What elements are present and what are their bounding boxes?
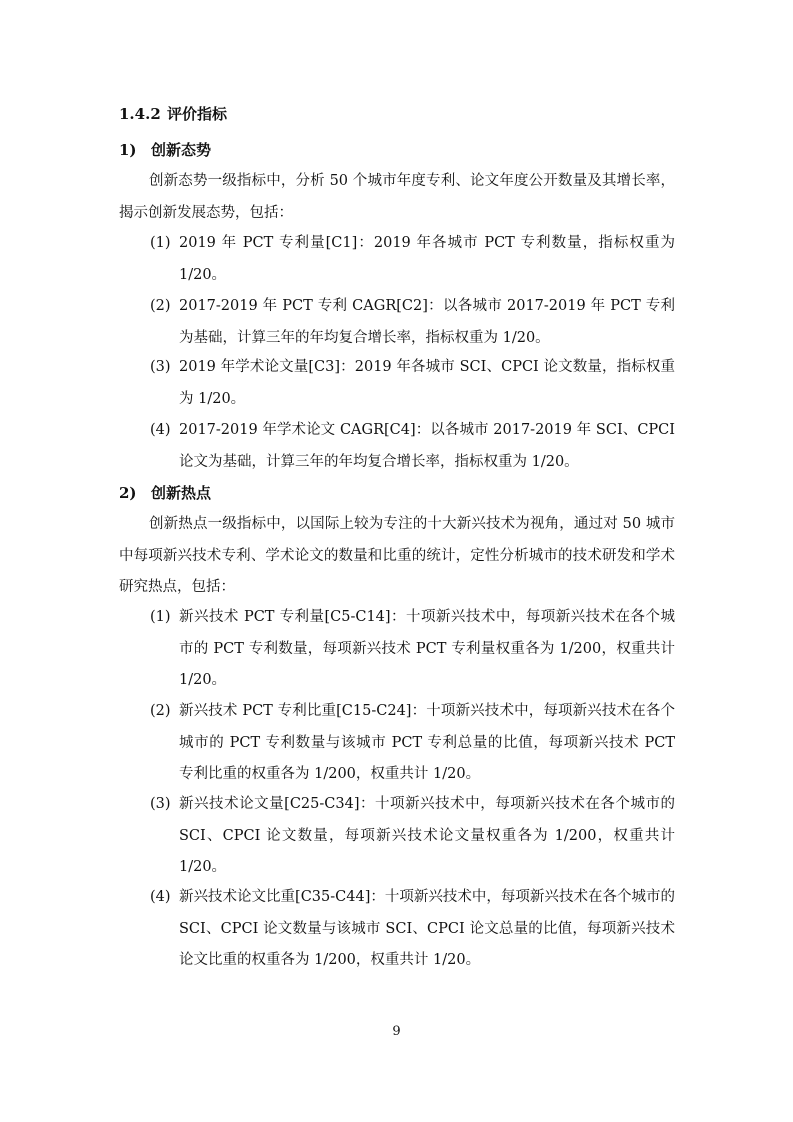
list-item <box>150 789 675 884</box>
list-marker: (2) <box>150 298 171 314</box>
section-number: 1.4.2 <box>119 105 161 123</box>
subsection-title: 创新态势 <box>151 141 212 159</box>
subsection-heading <box>119 480 211 506</box>
list-item-text: 新兴技术论文量[C25-C34]：十项新兴技术中，每项新兴技术在各个城市的 SCI、CPCI 论文数量，每项新兴技术论文量权重各为 1/200，权重共计 1/20。 <box>179 796 675 875</box>
list-marker: (1) <box>150 609 171 625</box>
list-item-text: 2017-2019 年学术论文 CAGR[C4]：以各城市 2017-2019 年 SCI、CPCI 论文为基础，计算三年的年均复合增长率，指标权重为 1/20。 <box>179 422 675 470</box>
subsection-number: 1) <box>119 141 137 159</box>
list-item-text: 新兴技术 PCT 专利量[C5-C14]：十项新兴技术中，每项新兴技术在各个城市的 PCT 专利数量，每项新兴技术 PCT 专利量权重各为 1/200，权重共计 1/20。 <box>179 609 675 688</box>
subsection-intro: 创新态势一级指标中，分析 50 个城市年度专利、论文年度公开数量及其增长率，揭示创新发展态势，包括： <box>119 173 675 221</box>
list-item-text: 新兴技术论文比重[C35-C44]：十项新兴技术中，每项新兴技术在各个城市的 SCI、CPCI 论文数量与该城市 SCI、CPCI 论文总量的比值，每项新兴技术论文比重的权重各为 1/200，权重共计 1/20。 <box>179 889 675 968</box>
list-marker: (4) <box>150 422 171 438</box>
subsection-number: 2) <box>119 484 137 502</box>
subsection-intro: 创新热点一级指标中，以国际上较为专注的十大新兴技术为视角，通过对 50 城市中每项新兴技术专利、学术论文的数量和比重的统计，定性分析城市的技术研发和学术研究热点，包括： <box>119 516 675 595</box>
list-item <box>150 602 675 697</box>
subsection-heading <box>119 137 211 163</box>
list-item <box>150 352 675 415</box>
section-title: 评价指标 <box>167 105 228 123</box>
list-item-text: 2017-2019 年 PCT 专利 CAGR[C2]：以各城市 2017-2019 年 PCT 专利为基础，计算三年的年均复合增长率，指标权重为 1/20。 <box>179 298 675 346</box>
list-item-text: 2019 年 PCT 专利量[C1]：2019 年各城市 PCT 专利数量，指标权重为 1/20。 <box>179 235 675 283</box>
page-number: 9 <box>392 1024 401 1039</box>
list-marker: (3) <box>150 359 171 375</box>
list-marker: (4) <box>150 889 171 905</box>
list-item <box>150 228 675 291</box>
list-item <box>150 882 675 977</box>
list-item-text: 新兴技术 PCT 专利比重[C15-C24]：十项新兴技术中，每项新兴技术在各个城市的 PCT 专利数量与该城市 PCT 专利总量的比值，每项新兴技术 PCT 专利比重的权重各为 1/200，权重共计 1/20。 <box>179 703 675 782</box>
list-item <box>150 415 675 478</box>
list-marker: (1) <box>150 235 171 251</box>
list-item-text: 2019 年学术论文量[C3]：2019 年各城市 SCI、CPCI 论文数量，指标权重为 1/20。 <box>179 359 675 407</box>
list-marker: (2) <box>150 703 171 719</box>
list-item <box>150 291 675 354</box>
subsection-title: 创新热点 <box>151 484 212 502</box>
list-item <box>150 696 675 791</box>
section-heading <box>119 101 227 127</box>
list-marker: (3) <box>150 796 171 812</box>
